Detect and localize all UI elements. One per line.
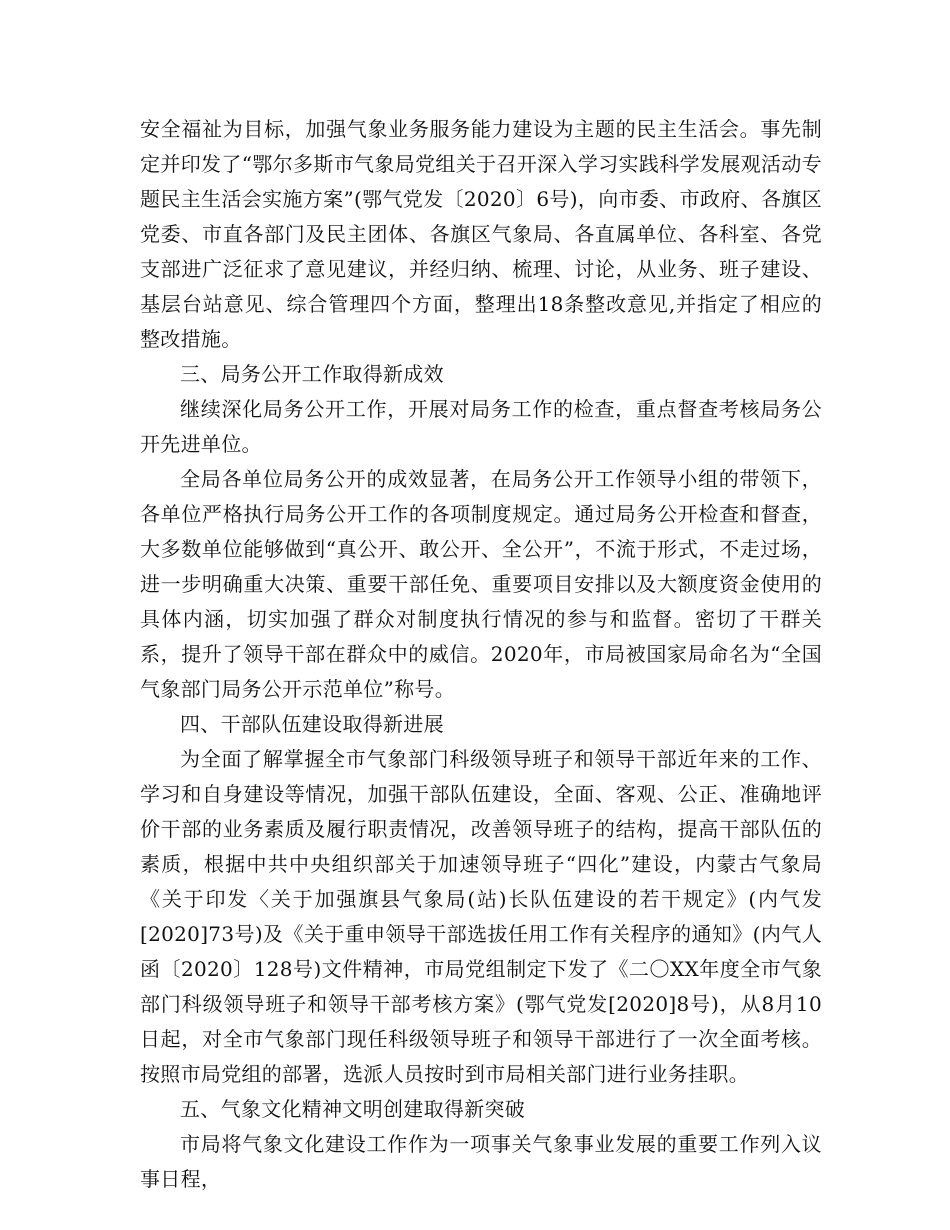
paragraph-culture-building: 市局将气象文化建设工作作为一项事关气象事业发展的重要工作列入议事日程， (140, 1132, 822, 1191)
paragraph-democratic-life-meeting: 安全福祉为目标，加强气象业务服务能力建设为主题的民主生活会。事先制定并印发了“鄂尔多斯市气象局党组关于召开深入学习实践科学发展观活动专题民主生活会实施方案”(鄂气党发〔2020〕6号)，向市委、市政府、各旗区党委、市直各部门及民主团体、各旗区气象局、各直属单位、各科室、各党支部进广泛征求了意见建议，并经归纳、梳理、讨论，从业务、班子建设、基层台站意见、综合管理四个方面，整理出18条整改意见,并指定了相应的整改措施。 (140, 117, 822, 351)
section-heading-affairs-disclosure: 三、局务公开工作取得新成效 (180, 362, 444, 386)
paragraph-disclosure-results: 全局各单位局务公开的成效显著，在局务公开工作领导小组的带领下，各单位严格执行局务公开工作的各项制度规定。通过局务公开检查和督查，大多数单位能够做到“真公开、敢公开、全公开”，不流于形式，不走过场，进一步明确重大决策、重要干部任免、重要项目安排以及大额度资金使用的具体内涵，切实加强了群众对制度执行情况的参与和监督。密切了干群关系，提升了领导干部在群众中的威信。2020年，市局被国家局命名为“全国气象部门局务公开示范单位”称号。 (140, 467, 822, 701)
paragraph-deepen-disclosure: 继续深化局务公开工作，开展对局务工作的检查，重点督查考核局务公开先进单位。 (140, 397, 822, 456)
section-heading-cadre-team: 四、干部队伍建设取得新进展 (180, 712, 444, 736)
document-body (140, 112, 822, 1197)
paragraph-cadre-assessment: 为全面了解掌握全市气象部门科级领导班子和领导干部近年来的工作、学习和自身建设等情况，加强干部队伍建设，全面、客观、公正、准确地评价干部的业务素质及履行职责情况，改善领导班子的结构，提高干部队伍的素质，根据中共中央组织部关于加速领导班子“四化”建设，内蒙古气象局《关于印发〈关于加强旗县气象局(站)长队伍建设的若干规定》(内气发[2020]73号)及《关于重申领导干部选拔任用工作有关程序的通知》(内气人函〔2020〕128号)文件精神，市局党组制定下发了《二〇XX年度全市气象部门科级领导班子和领导干部考核方案》(鄂气党发[2020]8号)，从8月10日起，对全市气象部门现任科级领导班子和领导干部进行了一次全面考核。按照市局党组的部署，选派人员按时到市局相关部门进行业务挂职。 (140, 747, 822, 1086)
section-heading-culture-civilization: 五、气象文化精神文明创建取得新突破 (180, 1097, 526, 1121)
